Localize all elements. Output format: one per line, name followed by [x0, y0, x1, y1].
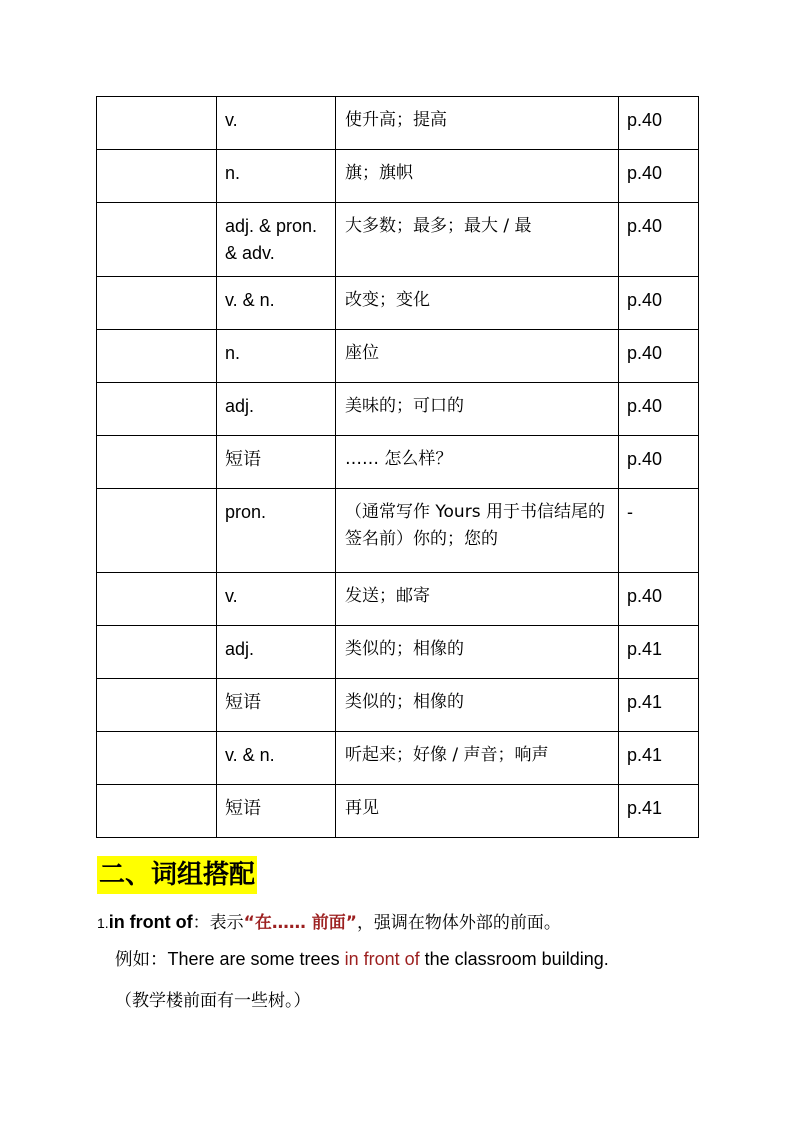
- page-reference-cell: p.40: [619, 330, 699, 383]
- table-row: [97, 150, 699, 203]
- word-cell: [97, 277, 217, 330]
- meaning-cell: （通常写作 Yours 用于书信结尾的签名前）你的；您的: [336, 489, 619, 573]
- phrase-intro: 表示: [209, 913, 244, 933]
- page-reference-cell: p.41: [619, 732, 699, 785]
- example-phrase-highlight: in front of: [344, 949, 420, 969]
- phrase-meaning: “在…… 前面”: [243, 913, 357, 933]
- table-row: [97, 732, 699, 785]
- phrase-definition-line: [97, 908, 561, 933]
- word-cell: [97, 679, 217, 732]
- table-row: [97, 203, 699, 277]
- word-cell: [97, 732, 217, 785]
- phrase-explanation: ，强调在物体外部的前面。: [356, 913, 561, 933]
- example-sentence-start: There are some trees: [167, 949, 345, 969]
- table-row: [97, 277, 699, 330]
- table-row: [97, 383, 699, 436]
- phrase-colon: ：: [192, 913, 210, 933]
- part-of-speech-cell: v.: [217, 573, 336, 626]
- part-of-speech-cell: pron.: [217, 489, 336, 573]
- table-row: [97, 489, 699, 573]
- phrase-term: in front of: [108, 912, 193, 932]
- table-row: [97, 436, 699, 489]
- part-of-speech-cell: adj.: [217, 626, 336, 679]
- meaning-cell: 类似的；相像的: [336, 626, 619, 679]
- word-cell: [97, 489, 217, 573]
- word-cell: [97, 573, 217, 626]
- page-reference-cell: p.41: [619, 679, 699, 732]
- page-reference-cell: p.40: [619, 436, 699, 489]
- table-row: [97, 626, 699, 679]
- meaning-cell: 听起来；好像 / 声音；响声: [336, 732, 619, 785]
- table-row: [97, 679, 699, 732]
- meaning-cell: 座位: [336, 330, 619, 383]
- page-reference-cell: p.40: [619, 150, 699, 203]
- table-row: [97, 97, 699, 150]
- meaning-cell: 改变；变化: [336, 277, 619, 330]
- word-cell: [97, 150, 217, 203]
- meaning-cell: 类似的；相像的: [336, 679, 619, 732]
- word-cell: [97, 97, 217, 150]
- table-row: [97, 573, 699, 626]
- part-of-speech-cell: v. & n.: [217, 277, 336, 330]
- part-of-speech-cell: adj.: [217, 383, 336, 436]
- meaning-cell: 使升高；提高: [336, 97, 619, 150]
- vocabulary-table-body: [97, 97, 699, 838]
- word-cell: [97, 436, 217, 489]
- page-reference-cell: p.41: [619, 626, 699, 679]
- table-row: [97, 785, 699, 838]
- meaning-cell: 发送；邮寄: [336, 573, 619, 626]
- meaning-cell: 再见: [336, 785, 619, 838]
- example-line: [115, 946, 609, 971]
- meaning-cell: …… 怎么样？: [336, 436, 619, 489]
- part-of-speech-cell: 短语: [217, 436, 336, 489]
- section-heading: 二、词组搭配: [97, 856, 257, 894]
- page-reference-cell: p.41: [619, 785, 699, 838]
- part-of-speech-cell: n.: [217, 330, 336, 383]
- meaning-cell: 美味的；可口的: [336, 383, 619, 436]
- word-cell: [97, 330, 217, 383]
- meaning-cell: 旗；旗帜: [336, 150, 619, 203]
- part-of-speech-cell: n.: [217, 150, 336, 203]
- meaning-cell: 大多数；最多；最大 / 最: [336, 203, 619, 277]
- word-cell: [97, 626, 217, 679]
- part-of-speech-cell: v. & n.: [217, 732, 336, 785]
- part-of-speech-cell: 短语: [217, 785, 336, 838]
- phrase-number: 1.: [97, 915, 109, 931]
- word-cell: [97, 203, 217, 277]
- part-of-speech-cell: adj. & pron. & adv.: [217, 203, 336, 277]
- page-reference-cell: p.40: [619, 97, 699, 150]
- table-row: [97, 330, 699, 383]
- page-reference-cell: p.40: [619, 277, 699, 330]
- page-reference-cell: -: [619, 489, 699, 573]
- vocabulary-table: [96, 96, 699, 838]
- part-of-speech-cell: v.: [217, 97, 336, 150]
- page-reference-cell: p.40: [619, 203, 699, 277]
- example-translation: （教学楼前面有一些树。）: [115, 991, 311, 1011]
- word-cell: [97, 383, 217, 436]
- page-reference-cell: p.40: [619, 573, 699, 626]
- example-sentence-end: the classroom building.: [419, 949, 609, 969]
- word-cell: [97, 785, 217, 838]
- part-of-speech-cell: 短语: [217, 679, 336, 732]
- page-reference-cell: p.40: [619, 383, 699, 436]
- example-label: 例如：: [115, 950, 168, 970]
